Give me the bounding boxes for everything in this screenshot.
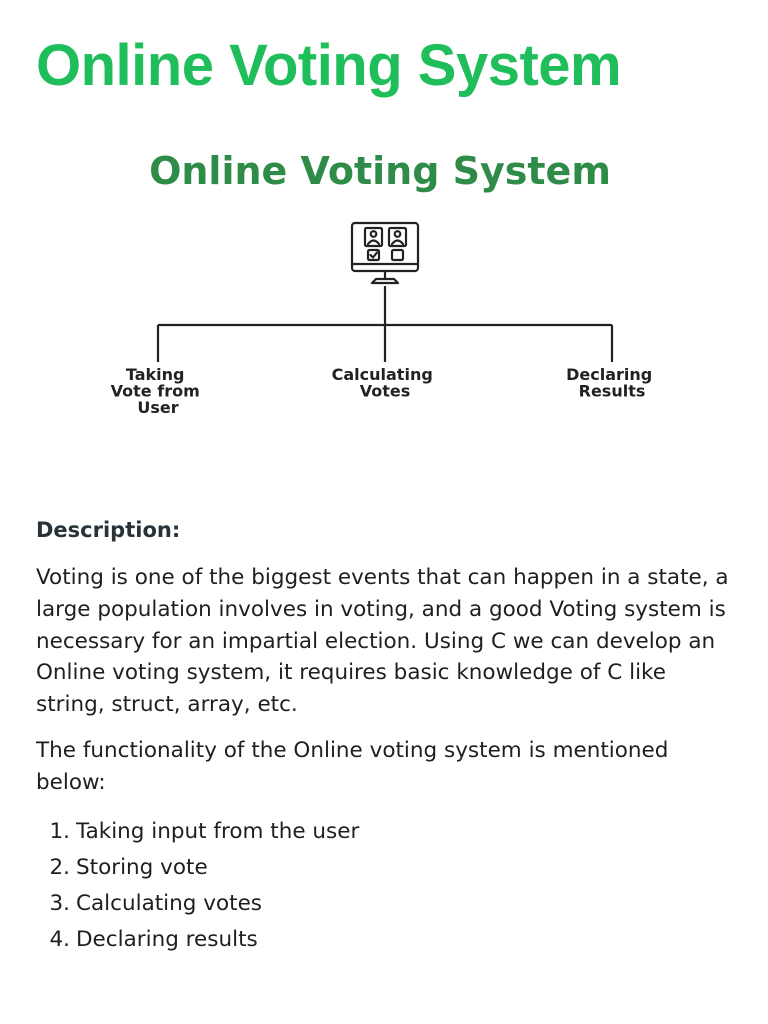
list-item-text: Calculating votes: [76, 891, 263, 916]
description-heading: Description:: [36, 518, 181, 542]
voting-system-diagram: [0, 130, 768, 440]
functionality-list: [36, 814, 359, 958]
page-title: Online Voting System: [36, 33, 622, 98]
diagram-svg: [0, 130, 768, 440]
branch-line: User: [137, 398, 179, 417]
branch-line: Taking: [125, 365, 185, 384]
list-item: [36, 922, 359, 958]
branch-line: Votes: [359, 381, 411, 401]
list-item: [36, 850, 359, 886]
voting-monitor-icon: [352, 223, 418, 283]
branch-label-declaring-results: [566, 365, 658, 401]
description-paragraph: Voting is one of the biggest events that can happen in a state, a large population involves in voting, and a good Voting system is necessary for an impartial election. Using C we can develop an Online voting system, it requires basic knowledge of C like string, struct, array, etc.: [36, 565, 729, 718]
diagram-title: Online Voting System: [149, 149, 611, 193]
functionality-intro: The functionality of the Online voting system is mentioned below:: [36, 738, 669, 795]
list-item-number: 3.: [49, 891, 70, 916]
list-item-number: 4.: [49, 927, 70, 952]
list-item: [36, 814, 359, 850]
branch-label-calculating-votes: [332, 365, 439, 401]
diagram-connectors: [158, 286, 612, 362]
branch-line: Declaring: [566, 365, 653, 384]
list-item-text: Declaring results: [76, 927, 258, 952]
branch-label-taking-vote: [111, 365, 206, 417]
list-item-number: 2.: [49, 855, 70, 880]
list-item-text: Storing vote: [76, 855, 208, 880]
branch-line: Calculating: [331, 365, 433, 384]
branch-line: Results: [578, 381, 646, 401]
list-item: [36, 886, 359, 922]
branch-line: Vote from: [110, 381, 200, 401]
list-item-number: 1.: [49, 819, 70, 844]
list-item-text: Taking input from the user: [76, 819, 360, 844]
